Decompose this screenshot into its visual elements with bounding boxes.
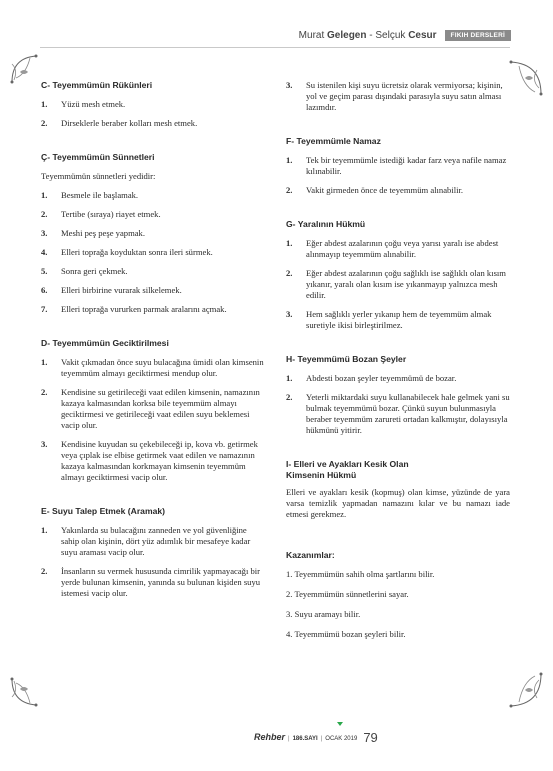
list-item [286, 185, 510, 196]
list-item [41, 118, 267, 129]
list-item [41, 439, 267, 483]
heading-kazanimlar: Kazanımlar: [286, 550, 335, 560]
list-item [41, 190, 267, 201]
left-column [41, 80, 267, 607]
heading-i-line2: Kimsenin Hükmü [286, 470, 357, 480]
item-number: 2. [41, 118, 48, 128]
list-item [286, 268, 510, 301]
i-text: Elleri ve ayakları kesik (kopmuş) olan kimse, yüzünde de yara varsa temizlik yapmadan namazını kılar ve bu namazı iade etmesi gerekmez. [286, 487, 510, 519]
item-number: 3. [41, 439, 48, 449]
list-item [286, 309, 510, 331]
item-number: 2. [41, 566, 48, 576]
heading-cc: Ç- Teyemmümün Sünnetleri [41, 152, 155, 162]
item-text: Meshi peş peşe yapmak. [61, 228, 146, 238]
footer-separator: | [320, 736, 323, 742]
item-number: 3. [41, 228, 48, 238]
list-e-continued [286, 80, 510, 113]
header-rule [40, 47, 510, 48]
section-tag: FIKIH DERSLERİ [445, 30, 511, 41]
item-number: 2. [286, 392, 293, 402]
item-text: Elleri toprağa koyduktan sonra ileri sürmek. [61, 247, 213, 257]
list-item [41, 247, 267, 258]
list-item [41, 266, 267, 277]
item-text: Sonra geri çekmek. [61, 266, 128, 276]
list-item [286, 392, 510, 436]
item-text: Yüzü mesh etmek. [61, 99, 126, 109]
item-number: 3. [286, 309, 293, 319]
author1-last: Gelegen [327, 30, 367, 41]
item-text: Kendisine su getirileceği vaat edilen kimsenin, namazının kazaya kalmasından korksa bile teyemmüm almayı geciktirmesi ve getirileceği vaat edilen suyu beklemesi vacip olur. [61, 387, 260, 430]
item-text: Tek bir teyemmümle istediği kadar farz veya nafile namaz kılınabilir. [306, 155, 507, 176]
heading-i-line1: I- Elleri ve Ayakları Kesik Olan [286, 459, 409, 469]
page-footer [254, 727, 378, 745]
item-number: 6. [41, 285, 48, 295]
item-text: Vakit girmeden önce de teyemmüm alınabilir. [306, 185, 464, 195]
item-text: Elleri birbirine vurarak silkelemek. [61, 285, 182, 295]
corner-ornament-bottom-left-icon [8, 675, 42, 709]
heading-i [286, 459, 510, 481]
item-text: Hem sağlıklı yerler yıkanıp hem de teyemmüm almak suretiyle ikisi birleştirilmez. [306, 309, 492, 330]
list-item [286, 155, 510, 177]
list-item [41, 357, 267, 379]
item-number: 1. [286, 373, 293, 383]
item-text: Yakınlarda su bulacağını zanneden ve yol güvenliğine sahip olan kişinin, dört yüz adımlık bir mesafeye kadar suyu araması vacip olur. [61, 525, 251, 557]
item-text: Su istenilen kişi suyu ücretsiz olarak vermiyorsa; kişinin, yol ve geçim parası dışındaki parasıyla suyu satın alması lazımdır. [306, 80, 503, 112]
list-item: 3. Suyu aramayı bilir. [286, 609, 361, 619]
list-e [41, 525, 267, 599]
author2-first: Selçuk [375, 30, 406, 41]
list-item [41, 285, 267, 296]
item-number: 4. [41, 247, 48, 257]
item-number: 7. [41, 304, 48, 314]
list-cc [41, 190, 267, 315]
author-separator: - [369, 30, 373, 41]
item-number: 2. [286, 185, 293, 195]
list-item [41, 387, 267, 431]
item-text: Kendisine kuyudan su çekebileceği ip, kova vb. getirmek veya çıplak ise elbise getirmek vaat edilen ve namazının kazaya kalmasından korkmayan kimsenin teyemmüm almayı geciktirmesi vacip olur. [61, 439, 258, 482]
footer-brand: Rehber [254, 732, 286, 742]
corner-ornament-bottom-right-icon [505, 670, 545, 710]
list-item: 4. Teyemmümü bozan şeyleri bilir. [286, 629, 406, 639]
item-number: 2. [41, 387, 48, 397]
corner-ornament-top-right-icon [505, 58, 545, 98]
item-text: Yeterli miktardaki suyu kullanabilecek hale gelmek yani su bulmak teyemmümü bozar. Çünkü suyun bulunmasıyla beraber teyemmüm zarureti ortadan kalkmıştır, dolayısıyla hükmünü yitirir. [306, 392, 510, 435]
item-text: Tertibe (sıraya) riayet etmek. [61, 209, 161, 219]
heading-e: E- Suyu Talep Etmek (Aramak) [41, 506, 166, 516]
item-text: Abdesti bozan şeyler teyemmümü de bozar. [306, 373, 457, 383]
list-item [41, 304, 267, 315]
footer-date: OCAK 2019 [325, 736, 358, 742]
list-kazanimlar [286, 569, 510, 640]
item-text: Eğer abdest azalarının çoğu sağlıklı ise sağlıklı olan kısım yıkanır, yaralı olan kısım ise yıkanmayıp yalnızca mesh edilir. [306, 268, 506, 300]
item-number: 2. [41, 209, 48, 219]
item-text: İnsanların su vermek hususunda cimrilik yapmayacağı bir yerde bulunan kimsenin, yanında su bulunan kişiden suyu istemesi vacip olur. [61, 566, 261, 598]
list-item: 2. Teyemmümün sünnetlerini sayar. [286, 589, 409, 599]
list-g [286, 238, 510, 331]
item-number: 1. [41, 525, 48, 535]
item-text: Eğer abdest azalarının çoğu veya yarısı yaralı ise abdest alınmayıp teyemmüm alınabilir. [306, 238, 499, 259]
heading-h: H- Teyemmümü Bozan Şeyler [286, 354, 407, 364]
item-text: Vakit çıkmadan önce suyu bulacağına ümidi olan kimsenin teyemmüm almayı geciktirmesi mendup olur. [61, 357, 264, 378]
list-c [41, 99, 267, 129]
right-column [286, 80, 510, 649]
list-item: 1. Teyemmümün sahih olma şartlarını bilir. [286, 569, 435, 579]
page-number: 79 [363, 730, 378, 745]
item-number: 1. [41, 357, 48, 367]
list-item [286, 238, 510, 260]
list-item [286, 80, 510, 113]
item-text: Dirseklerle beraber kolları mesh etmek. [61, 118, 198, 128]
item-number: 1. [41, 190, 48, 200]
item-text: Elleri toprağa vururken parmak aralarını açmak. [61, 304, 227, 314]
item-number: 1. [286, 238, 293, 248]
author1-first: Murat [298, 30, 325, 41]
heading-f: F- Teyemmümle Namaz [286, 136, 381, 146]
list-item [41, 525, 267, 558]
item-text: Besmele ile başlamak. [61, 190, 139, 200]
list-item [41, 228, 267, 239]
heading-g: G- Yaralının Hükmü [286, 219, 366, 229]
list-item [286, 373, 510, 384]
heading-c: C- Teyemmümün Rükünleri [41, 80, 153, 90]
item-number: 3. [286, 80, 293, 90]
list-item [41, 99, 267, 110]
list-h [286, 373, 510, 436]
author2-last: Cesur [408, 30, 437, 41]
triangle-icon [337, 722, 343, 726]
item-number: 1. [41, 99, 48, 109]
list-item [41, 566, 267, 599]
item-number: 5. [41, 266, 48, 276]
heading-d: D- Teyemmümün Geciktirilmesi [41, 338, 169, 348]
cc-intro: Teyemmümün sünnetleri yedidir: [41, 171, 156, 181]
corner-ornament-top-left-icon [8, 52, 42, 86]
footer-issue: 186.SAYI [292, 736, 318, 742]
item-number: 1. [286, 155, 293, 165]
page-header [299, 30, 511, 41]
footer-separator: | [288, 736, 290, 742]
list-f [286, 155, 510, 196]
list-item [41, 209, 267, 220]
list-d [41, 357, 267, 483]
item-number: 2. [286, 268, 293, 278]
